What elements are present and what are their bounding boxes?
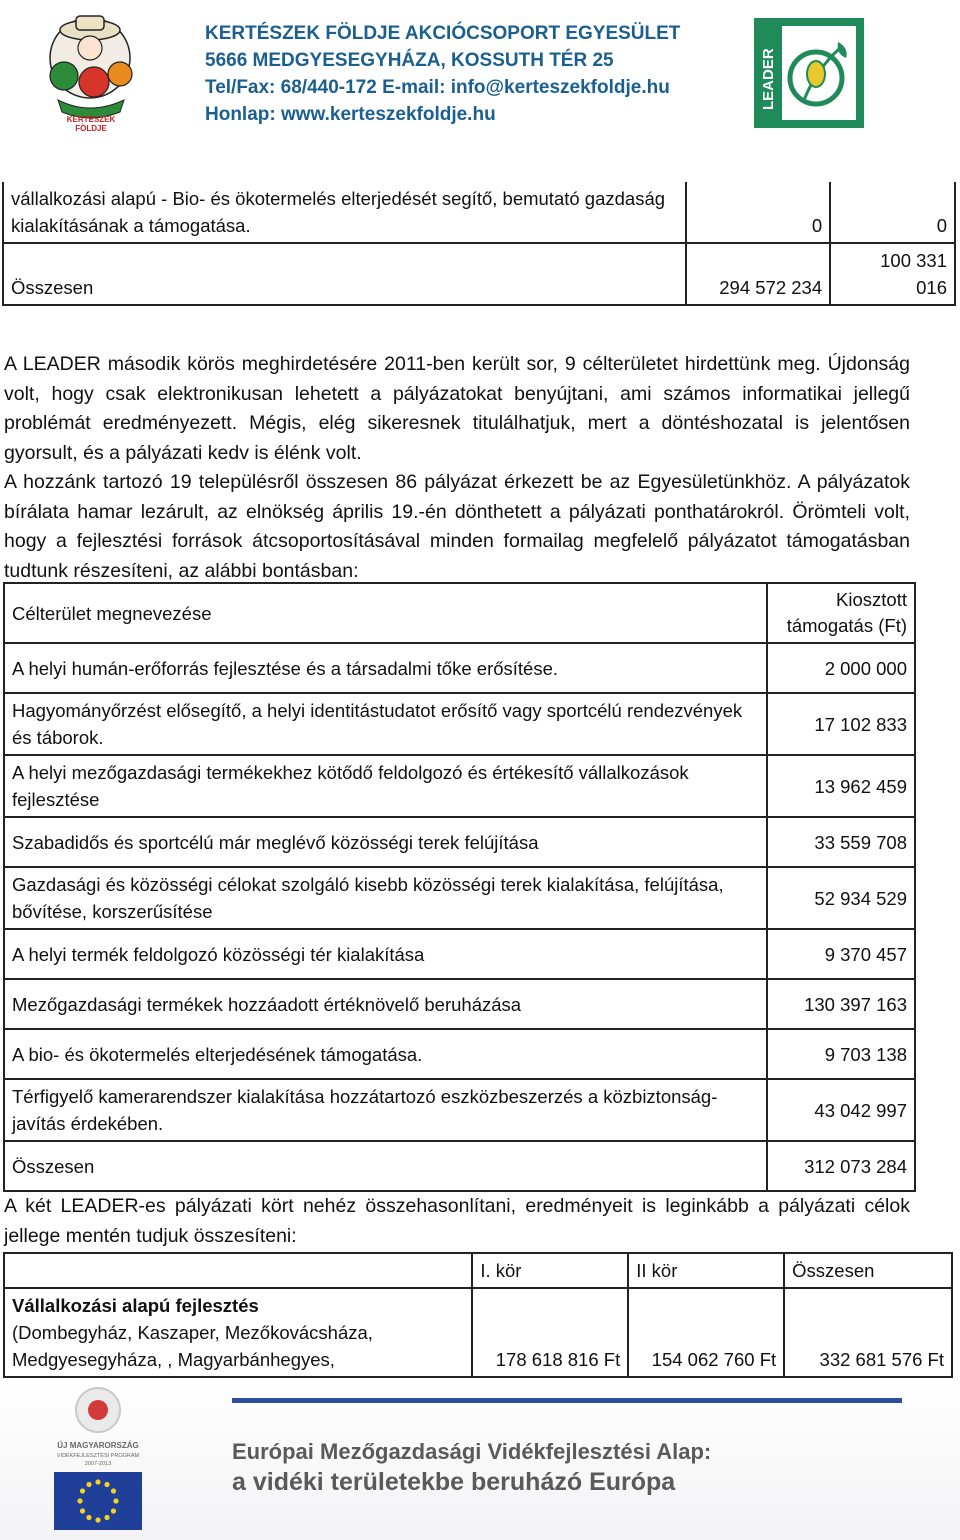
category-settlements: (Dombegyház, Kaszaper, Mezőkovácsháza, Medgyesegyháza, , Magyarbánhegyes, — [12, 1322, 373, 1370]
table-cell-name: Térfigyelő kamerarendszer kialakítása hozzátartozó eszközbeszerzés a közbiztonság-javítás érdekében. — [4, 1079, 767, 1141]
table-cell-name: Összesen — [4, 1141, 767, 1191]
column-header-blank — [4, 1253, 472, 1288]
org-contact: Tel/Fax: 68/440-172 E-mail: info@kerteszekfoldje.hu — [205, 77, 670, 98]
table-row — [4, 867, 915, 929]
table-cell-name: A bio- és ökotermelés elterjedésének támogatása. — [4, 1029, 767, 1079]
table-cell-label: Összesen — [3, 243, 686, 305]
table-cell-amount: 312 073 284 — [767, 1141, 915, 1191]
logo-text-line2: FÖLDJE — [75, 124, 107, 133]
table-row — [4, 693, 915, 755]
table-cell-round-2: 154 062 760 Ft — [628, 1288, 784, 1377]
table-cell-round-1: 178 618 816 Ft — [472, 1288, 628, 1377]
table-cell-value: 294 572 234 — [686, 243, 830, 305]
table-row — [4, 643, 915, 693]
table-cell-category — [4, 1288, 472, 1377]
table-cell-name: A helyi mezőgazdasági termékekhez kötődő feldolgozó és értékesítő vállalkozások fejlesztése — [4, 755, 767, 817]
program-logo-line1: ÚJ MAGYARORSZÁG — [57, 1441, 139, 1450]
slogan-line-2: a vidéki területekbe beruházó Európa — [232, 1468, 676, 1496]
paragraph-text: A LEADER második körös meghirdetésére 2011-ben került sor, 9 célterületet hirdettünk meg. Újdonság volt, hogy csak elektronikusan lehetett a pályázatokat benyújtani, ami számos informatikai jellegű problémát eredményezett. Mégis, elég sikeresnek titulálhatjuk, mert a döntéshozatal is jelentősen gyorsult, és a pályázati kedv is élénk volt. — [4, 353, 910, 464]
table-cell-name: A helyi termék feldolgozó közösségi tér kialakítása — [4, 929, 767, 979]
table-cell-amount: 17 102 833 — [767, 693, 915, 755]
table-row — [4, 817, 915, 867]
table-cell-name: Szabadidős és sportcélú már meglévő közösségi terek felújítása — [4, 817, 767, 867]
footer-divider — [232, 1398, 902, 1403]
table-row — [4, 979, 915, 1029]
table-cell-name: A helyi humán-erőforrás fejlesztése és a társadalmi tőke erősítése. — [4, 643, 767, 693]
table-cell-amount: 52 934 529 — [767, 867, 915, 929]
org-website: Honlap: www.kerteszekfoldje.hu — [205, 104, 496, 125]
slogan-line-1: Európai Mezőgazdasági Vidékfejlesztési Alap: — [232, 1439, 712, 1464]
table-cell-value: 0 — [830, 182, 955, 243]
program-logo-line2: VIDÉKFEJLESZTÉSI PROGRAM — [56, 1453, 140, 1459]
table-cell-value: 0 — [686, 182, 830, 243]
eafrd-slogan — [232, 1436, 711, 1498]
table-cell-amount: 43 042 997 — [767, 1079, 915, 1141]
table-row — [4, 1288, 952, 1377]
table-row — [4, 929, 915, 979]
summary-table-first-round — [2, 182, 956, 306]
logo-text-line1: KERTÉSZEK — [66, 115, 116, 124]
footer-banner — [0, 1378, 960, 1540]
kerteszek-foldje-logo — [38, 8, 148, 140]
table-header-row — [4, 583, 915, 643]
allocation-table — [3, 582, 916, 1192]
table-cell-name: Hagyományőrzést elősegítő, a helyi identitástudatot erősítő vagy sportcélú rendezvények és táborok. — [4, 693, 767, 755]
leader-logo-text: LEADER — [760, 48, 777, 110]
program-logo-line3: 2007-2013 — [84, 1461, 112, 1467]
category-title: Vállalkozási alapú fejlesztés — [12, 1295, 259, 1316]
column-header-total: Összesen — [784, 1253, 952, 1288]
column-header-name: Célterület megnevezése — [4, 583, 767, 643]
paragraph-comparison — [4, 1192, 910, 1251]
comparison-table — [3, 1252, 953, 1378]
leader-logo — [754, 18, 864, 128]
eu-program-logo — [40, 1384, 170, 1534]
letterhead — [0, 0, 960, 150]
table-row-total — [3, 243, 955, 305]
table-cell-amount: 33 559 708 — [767, 817, 915, 867]
table-cell-amount: 9 703 138 — [767, 1029, 915, 1079]
table-cell-label: vállalkozási alapú - Bio- és ökotermelés elterjedését segítő, bemutató gazdaság kialakításának a támogatása. — [3, 182, 686, 243]
table-cell-name: Gazdasági és közösségi célokat szolgáló kisebb közösségi terek kialakítása, felújítása, bővítése, korszerűsítése — [4, 867, 767, 929]
paragraph-text: A két LEADER-es pályázati kört nehéz összehasonlítani, eredményeit is leginkább a pályázati célok jellege mentén tudjuk összesíteni: — [4, 1195, 910, 1247]
paragraph-second-round — [4, 350, 910, 586]
table-cell-total: 332 681 576 Ft — [784, 1288, 952, 1377]
table-cell-amount: 2 000 000 — [767, 643, 915, 693]
column-header-round-2: II kör — [628, 1253, 784, 1288]
table-row-total — [4, 1141, 915, 1191]
table-row — [4, 1079, 915, 1141]
table-cell-value: 100 331 016 — [830, 243, 955, 305]
table-cell-name: Mezőgazdasági termékek hozzáadott értéknövelő beruházása — [4, 979, 767, 1029]
table-cell-amount: 13 962 459 — [767, 755, 915, 817]
organization-info — [205, 20, 745, 128]
org-address: 5666 MEDGYESEGYHÁZA, KOSSUTH TÉR 25 — [205, 50, 614, 71]
table-cell-amount: 130 397 163 — [767, 979, 915, 1029]
column-header-round-1: I. kör — [472, 1253, 628, 1288]
paragraph-text: A hozzánk tartozó 19 településről összesen 86 pályázat érkezett be az Egyesületünkhöz. A pályázatok bírálata hamar lezárult, az elnökség április 19.-én dönthetett a pályázati ponthatárokról. Örömteli volt, hogy a fejlesztési források átcsoportosításával minden formailag megfelelő pályázatot támogatásban tudtunk részesíteni, az alábbi bontásban: — [4, 471, 910, 582]
table-row — [3, 182, 955, 243]
table-row — [4, 755, 915, 817]
column-header-amount: Kiosztott támogatás (Ft) — [767, 583, 915, 643]
table-row — [4, 1029, 915, 1079]
org-name: KERTÉSZEK FÖLDJE AKCIÓCSOPORT EGYESÜLET — [205, 23, 681, 44]
table-header-row — [4, 1253, 952, 1288]
table-cell-amount: 9 370 457 — [767, 929, 915, 979]
